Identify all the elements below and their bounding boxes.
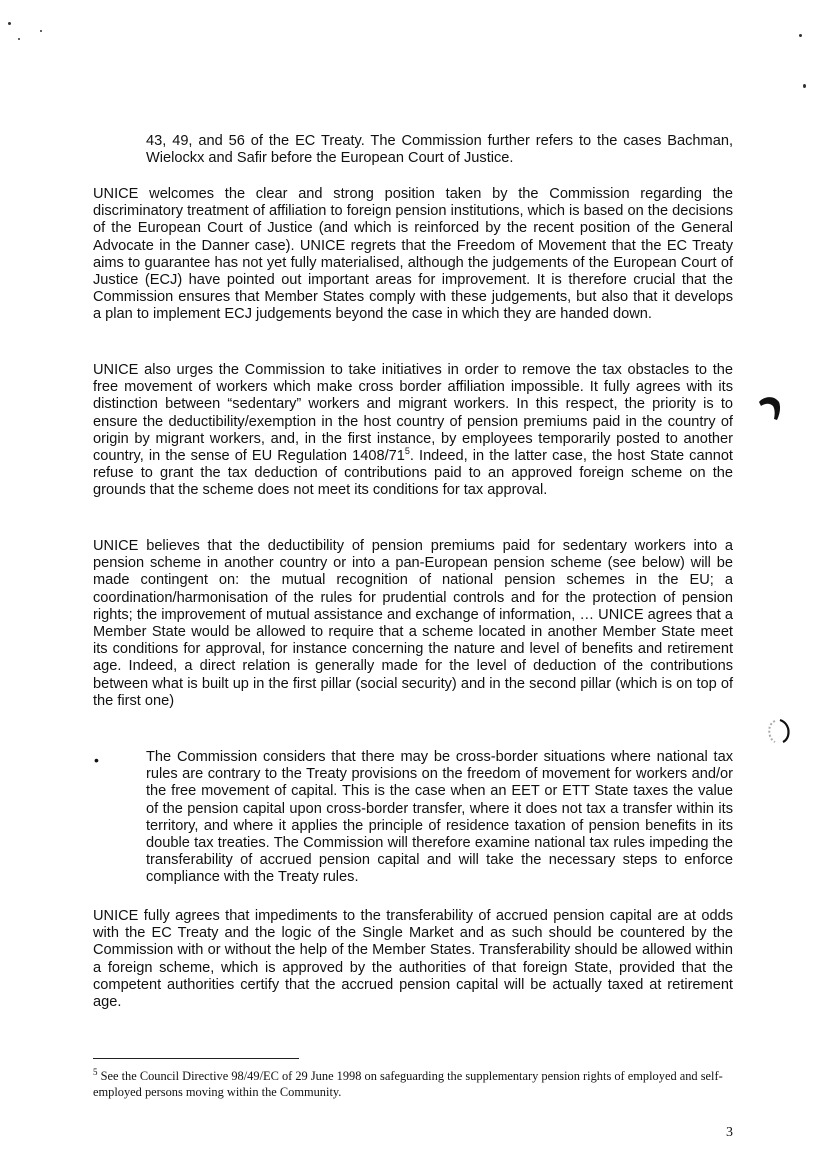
bullet-marker: • <box>94 752 99 768</box>
scan-speck <box>799 34 802 37</box>
footnote <box>93 1068 733 1100</box>
footnote-text: See the Council Directive 98/49/EC of 29 June 1998 on safeguarding the supplementary pension rights of employed and self-employed persons moving within the Community. <box>93 1069 723 1099</box>
scan-speck <box>8 22 11 25</box>
continuation-paragraph: 43, 49, and 56 of the EC Treaty. The Commission further refers to the cases Bachman, Wielockx and Safir before the European Court of Justice. <box>146 133 733 167</box>
bullet-paragraph: The Commission considers that there may be cross-border situations where national tax rules are contrary to the Treaty provisions on the freedom of movement for workers and/or the free movement of capital. This is the case when an EET or ETT State taxes the value of the pension capital upon cross-border transfer, where it does not tax a transfer within its territory, and where it applies the principle of residence taxation of pension benefits in its double tax treaties. The Commission will therefore examine national tax rules impeding the transferability of accrued pension capital and will take the necessary steps to enforce compliance with the Treaty rules. <box>146 749 733 886</box>
scan-speck <box>803 84 806 88</box>
footnote-reference: 5 <box>404 446 410 457</box>
paragraph-2-text-cont: . Indeed, in the latter case, the host State cannot refuse to grant the tax deduction of contributions paid to an approved foreign scheme on the grounds that the scheme does not meet its conditions for tax approval. <box>93 448 733 499</box>
footnote-number: 5 <box>93 1066 98 1077</box>
paragraph-2 <box>93 362 733 500</box>
paragraph-2-text: UNICE also urges the Commission to take initiatives in order to remove the tax obstacles to the free movement of workers which make cross border affiliation impossible. It fully agrees with its distinction between “sedentary” workers and migrant workers. In this respect, the priority is to ensure the deductibility/exemption in the host country of pension premiums paid in the country of origin by migrant workers, and, in the first instance, by employees temporarily posted to another country, in the sense of EU Regulation 1408/71 <box>93 362 733 465</box>
paragraph-1: UNICE welcomes the clear and strong position taken by the Commission regarding the discriminatory treatment of affiliation to foreign pension institutions, which is based on the decisions of the European Court of Justice (and which is reinforced by the recent position of the General Advocate in the Danner case). UNICE regrets that the Freedom of Movement that the EC Treaty aims to guarantee has not yet fully materialised, although the judgements of the European Court of Justice (ECJ) have pointed out important areas for improvement. It is therefore crucial that the Commission ensures that Member States comply with these judgements, but also that it develops a plan to implement ECJ judgements beyond the case in which they are handed down. <box>93 186 733 323</box>
page-number: 3 <box>726 1125 733 1140</box>
scan-speck <box>18 38 20 40</box>
punch-hole-mark <box>756 394 782 422</box>
scan-speck <box>40 30 42 32</box>
paragraph-3: UNICE believes that the deductibility of pension premiums paid for sedentary workers into a pension scheme in another country or into a pan-European pension scheme (see below) will be made contingent on: the mutual recognition of national pension schemes in the EU; a coordination/harmonisation of the rules for prudential controls and for the protection of pension rights; the improvement of mutual assistance and exchange of information, … UNICE agrees that a Member State would be allowed to require that a scheme located in another Member State meet its conditions for approval, for instance concerning the nature and level of benefits and retirement age. Indeed, a direct relation is generally made for the level of deduction of the contributions between what is built up in the first pillar (social security) and in the second pillar (which is on top of the first one) <box>93 538 733 709</box>
punch-hole-mark <box>766 718 792 744</box>
footnote-divider <box>93 1058 299 1059</box>
paragraph-4: UNICE fully agrees that impediments to the transferability of accrued pension capital are at odds with the EC Treaty and the logic of the Single Market and as such should be countered by the Commission with or without the help of the Member States. Transferability should be allowed within a foreign scheme, which is approved by the authorities of that foreign State, provided that the competent authorities certify that the accrued pension capital will be actually taxed at retirement age. <box>93 908 733 1011</box>
